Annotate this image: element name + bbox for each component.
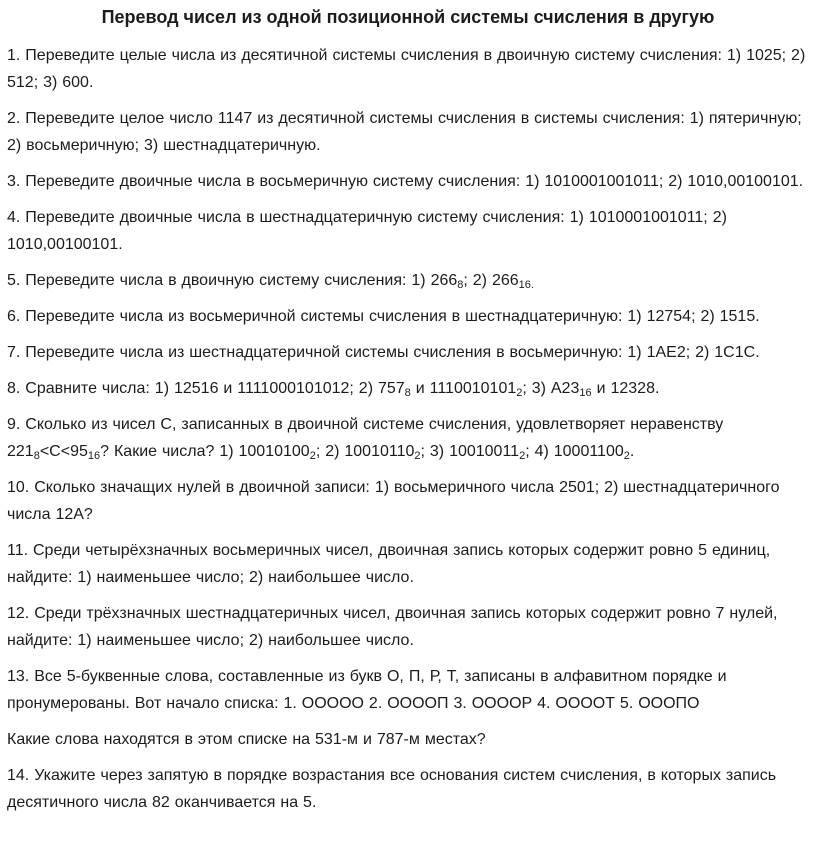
base-subscript: 16 xyxy=(87,450,101,462)
base-subscript: 8 xyxy=(457,279,464,291)
paragraph-text: 13. Все 5-буквенные слова, составленные из букв О, П, Р, Т, записаны в алфавитном порядке и пронумерованы. Вот начало списка: 1. ООООО 2. ООООП 3. ООООР 4. ООООТ 5. ОООПО xyxy=(7,668,727,712)
base-subscript: 2 xyxy=(519,450,526,462)
paragraph-text: 4. Переведите двоичные числа в шестнадцатеричную систему счисления: 1) 1010001001011; 2) 1010,00100101. xyxy=(7,209,727,253)
paragraph-text: ; 3) A23 xyxy=(522,380,580,397)
paragraph-text: ; 4) 10001100 xyxy=(525,443,624,460)
base-subscript: 8 xyxy=(33,450,40,462)
base-subscript: 16 xyxy=(579,387,592,399)
paragraph-text: 2. Переведите целое число 1147 из десятичной системы счисления в системы счисления: 1) пятеричную; 2) восьмеричную; 3) шестнадцатеричную. xyxy=(7,110,802,154)
paragraph-text: 11. Среди четырёхзначных восьмеричных чисел, двоичная запись которых содержит ровно 5 единиц, найдите: 1) наименьшее число; 2) наибольшее число. xyxy=(7,542,771,586)
paragraph-text: 5. Переведите числа в двоичную систему счисления: 1) 266 xyxy=(7,272,458,289)
paragraph xyxy=(7,267,809,294)
paragraph xyxy=(7,339,809,366)
paragraph xyxy=(7,411,809,465)
paragraph xyxy=(7,762,809,816)
paragraph-text: и 12328. xyxy=(591,380,660,397)
paragraph-text: 12. Среди трёхзначных шестнадцатеричных чисел, двоичная запись которых содержит ровно 7 нулей, найдите: 1) наименьшее число; 2) наибольшее число. xyxy=(7,605,778,649)
paragraph xyxy=(7,204,809,258)
base-subscript: 16. xyxy=(518,279,534,291)
paragraph xyxy=(7,537,809,591)
base-subscript: 2 xyxy=(414,450,421,462)
paragraph-text: ; 2) 10010110 xyxy=(315,443,415,460)
paragraph xyxy=(7,663,809,717)
paragraph xyxy=(7,105,809,159)
paragraph-text: ? Какие числа? 1) 10010100 xyxy=(100,443,310,460)
paragraph-text: 8. Сравните числа: 1) 12516 и 1111000101012; 2) 757 xyxy=(7,380,405,397)
paragraph-text: 6. Переведите числа из восьмеричной системы счисления в шестнадцатеричную: 1) 12754; 2) 1515. xyxy=(7,308,760,325)
paragraph-text: 10. Сколько значащих нулей в двоичной записи: 1) восьмеричного числа 2501; 2) шестнадцатеричного числа 12А? xyxy=(7,479,780,523)
paragraph-text: <C<95 xyxy=(39,443,88,460)
document-body xyxy=(7,42,809,816)
paragraph-text: . xyxy=(629,443,635,460)
paragraph-text: Какие слова находятся в этом списке на 531-м и 787-м местах? xyxy=(7,731,486,748)
base-subscript: 8 xyxy=(404,387,411,399)
paragraph-text: 3. Переведите двоичные числа в восьмеричную систему счисления: 1) 1010001001011; 2) 1010,00100101. xyxy=(7,173,804,190)
document-title: Перевод чисел из одной позиционной системы счисления в другую xyxy=(101,7,715,27)
paragraph xyxy=(7,726,809,753)
paragraph-text: и 1110010101 xyxy=(410,380,517,397)
paragraph-text: 1. Переведите целые числа из десятичной системы счисления в двоичную систему счисления: 1) 1025; 2) 512; 3) 600. xyxy=(7,47,806,91)
paragraph xyxy=(7,474,809,528)
base-subscript: 2 xyxy=(623,450,630,462)
paragraph-text: 7. Переведите числа из шестнадцатеричной системы счисления в восьмеричную: 1) 1AE2; 2) 1C1C. xyxy=(7,344,760,361)
paragraph-text: 14. Укажите через запятую в порядке возрастания все основания систем счисления, в которых запись десятичного числа 82 оканчивается на 5. xyxy=(7,767,777,811)
paragraph xyxy=(7,600,809,654)
base-subscript: 2 xyxy=(309,450,316,462)
paragraph xyxy=(7,42,809,96)
paragraph-text: ; 3) 10010011 xyxy=(420,443,520,460)
base-subscript: 2 xyxy=(516,387,523,399)
paragraph xyxy=(7,375,809,402)
paragraph-text: ; 2) 266 xyxy=(463,272,519,289)
paragraph xyxy=(7,303,809,330)
paragraph xyxy=(7,168,809,195)
paragraph-text: 9. Сколько из чисел С, записанных в двоичной системе счисления, удовлетворяет неравенству 221 xyxy=(7,416,724,460)
